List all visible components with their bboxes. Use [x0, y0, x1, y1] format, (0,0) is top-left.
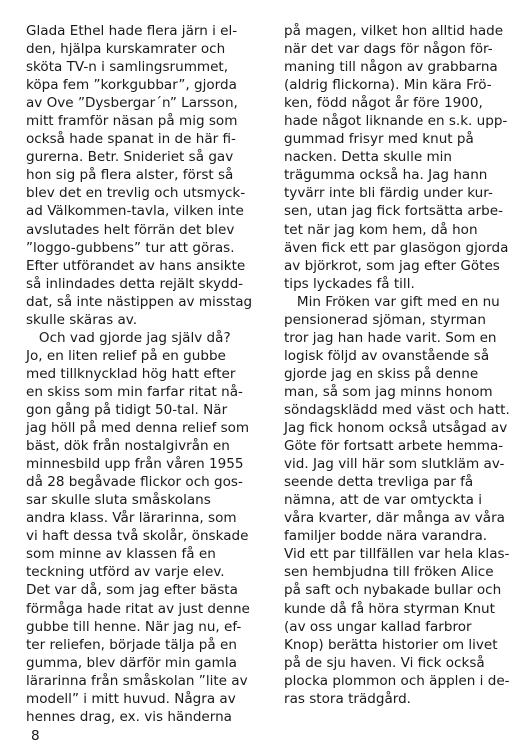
text-line: på de sju haven. Vi fick också — [284, 654, 485, 671]
text-line: man, så som jag minns honom — [284, 383, 493, 400]
text-line: förmåga hade ritat av just denne — [26, 600, 250, 617]
text-line: kunde då få höra styrman Knut — [284, 600, 495, 617]
text-line: tyvärr inte bli färdig under kur- — [284, 185, 493, 202]
text-line: på magen, vilket hon alltid hade — [284, 23, 504, 39]
text-line: skulle skäras av. — [26, 311, 138, 328]
text-line: trägumma också ha. Jag hann — [284, 167, 488, 184]
text-line: på saft och nybakade bullar och — [284, 582, 502, 599]
text-line: nacken. Detta skulle min — [284, 149, 453, 166]
text-line: Göte för fortsatt arbete hemma- — [284, 438, 504, 455]
text-line: gjorde jag en skiss på denne — [284, 365, 479, 382]
text-line: gon gång på tidigt 50-tal. När — [26, 401, 228, 418]
text-line: söndagsklädd med väst och hatt. — [284, 401, 510, 418]
text-line: gurerna. Betr. Snideriet så gav — [26, 149, 234, 166]
text-line: ad Välkommen-tavla, vilken inte — [26, 203, 244, 220]
text-line: minnesbild upp från våren 1955 — [26, 456, 244, 473]
text-line: när det var dags för någon för- — [284, 41, 493, 58]
right-text-column — [284, 22, 520, 708]
text-line: ras stora trädgård. — [284, 690, 411, 707]
text-line: med tillknycklad hög hatt efter — [26, 365, 236, 382]
text-line: sar skulle sluta småskolans — [26, 492, 211, 509]
text-line: av Ove ”Dysbergar´n” Larsson, — [26, 95, 238, 112]
text-line: våra kvarter, där många av våra — [284, 510, 505, 527]
text-line: Knop) berätta historier om livet — [284, 636, 498, 653]
text-line: då 28 begåvade flickor och gos- — [26, 474, 243, 491]
text-line: så inlindades detta rejält skydd- — [26, 275, 244, 292]
text-line: den, hjälpa kurskamrater och — [26, 41, 226, 58]
text-line: plocka plommon och äpplen i de- — [284, 672, 510, 689]
text-line: Jo, en liten relief på en gubbe — [26, 347, 226, 364]
text-line: avslutades helt förrän det blev — [26, 221, 235, 238]
text-line: tror jag han hade varit. Som en — [284, 329, 497, 346]
text-line: som minne av klassen få en — [26, 546, 216, 563]
text-line: modell” i mitt huvud. Några av — [26, 690, 236, 707]
text-line: gubbe till henne. När jag nu, ef- — [26, 618, 242, 635]
text-line: ken, född något år före 1900, — [284, 95, 483, 112]
text-line: seende detta trevliga par få — [284, 474, 474, 491]
text-line: teckning utförd av varje elev. — [26, 564, 225, 581]
text-line: Det var då, som jag efter bästa — [26, 582, 238, 599]
text-line: (aldrig flickorna). Min kära Frö- — [284, 77, 492, 94]
text-line: (av oss ungar kallad farbror — [284, 618, 472, 635]
text-line: logisk följd av ovanstående så — [284, 347, 490, 364]
text-line: Jag fick honom också utsågad av — [284, 420, 508, 437]
text-line: ”loggo-gubbens” tur att göras. — [26, 239, 235, 256]
text-line: ter reliefen, började tälja på en — [26, 636, 237, 653]
text-line: Glada Ethel hade flera järn i el- — [26, 23, 238, 39]
text-line: sen hembjudna till fröken Alice — [284, 564, 494, 581]
text-line: Och vad gjorde jag själv då? — [26, 329, 231, 346]
text-line: tips lyckades få till. — [284, 275, 415, 292]
text-line: hade något liknande en s.k. upp- — [284, 113, 508, 130]
text-line: maning till någon av grabbarna — [284, 59, 498, 76]
text-line: pensionerad sjöman, styrman — [284, 311, 486, 328]
text-line: blev det en trevlig och utsmyck- — [26, 185, 246, 202]
left-text-column — [26, 22, 274, 726]
text-line: även fick ett par glasögon gjorda — [284, 239, 509, 256]
text-line: tet när jag kom hem, då hon — [284, 221, 478, 238]
text-line: av björkrot, som jag efter Götes — [284, 257, 500, 274]
text-line: gummad frisyr med knut på — [284, 131, 474, 148]
text-line: jag höll på med denna relief som — [26, 420, 250, 437]
text-line: lärarinna från småskolan ”lite av — [26, 672, 248, 689]
text-line: sen, utan jag fick fortsätta arbe- — [284, 203, 504, 220]
text-line: andra klass. Vår lärarinna, som — [26, 510, 237, 527]
text-line: hon sig på flera alster, först så — [26, 167, 234, 184]
text-line: familjer bodde nära varandra. — [284, 528, 488, 545]
text-line: bäst, dök från nostalgivrån en — [26, 438, 230, 455]
text-line: mitt framför näsan på mig som — [26, 113, 238, 130]
page-number: 8 — [31, 728, 40, 744]
text-line: Vid ett par tillfällen var hela klas- — [284, 546, 510, 563]
text-line: dat, så inte nästippen av misstag — [26, 293, 253, 310]
text-line: köpa fem ”korkgubbar”, gjorda — [26, 77, 237, 94]
text-line: gumma, blev därför min gamla — [26, 654, 237, 671]
text-line: en skiss som min farfar ritat nå- — [26, 383, 243, 400]
text-line: också hade spanat in de här fi- — [26, 131, 236, 148]
text-line: Efter utförandet av hans ansikte — [26, 257, 246, 274]
text-line: sköta TV-n i samlingsrummet, — [26, 59, 229, 76]
text-line: Min Fröken var gift med en nu — [284, 293, 500, 310]
text-line: vid. Jag vill här som slutkläm av- — [284, 456, 505, 473]
text-line: vi haft dessa två skolår, önskade — [26, 528, 249, 545]
text-line: hennes drag, ex. vis händerna — [26, 708, 232, 725]
text-line: nämna, att de var omtyckta i — [284, 492, 483, 509]
